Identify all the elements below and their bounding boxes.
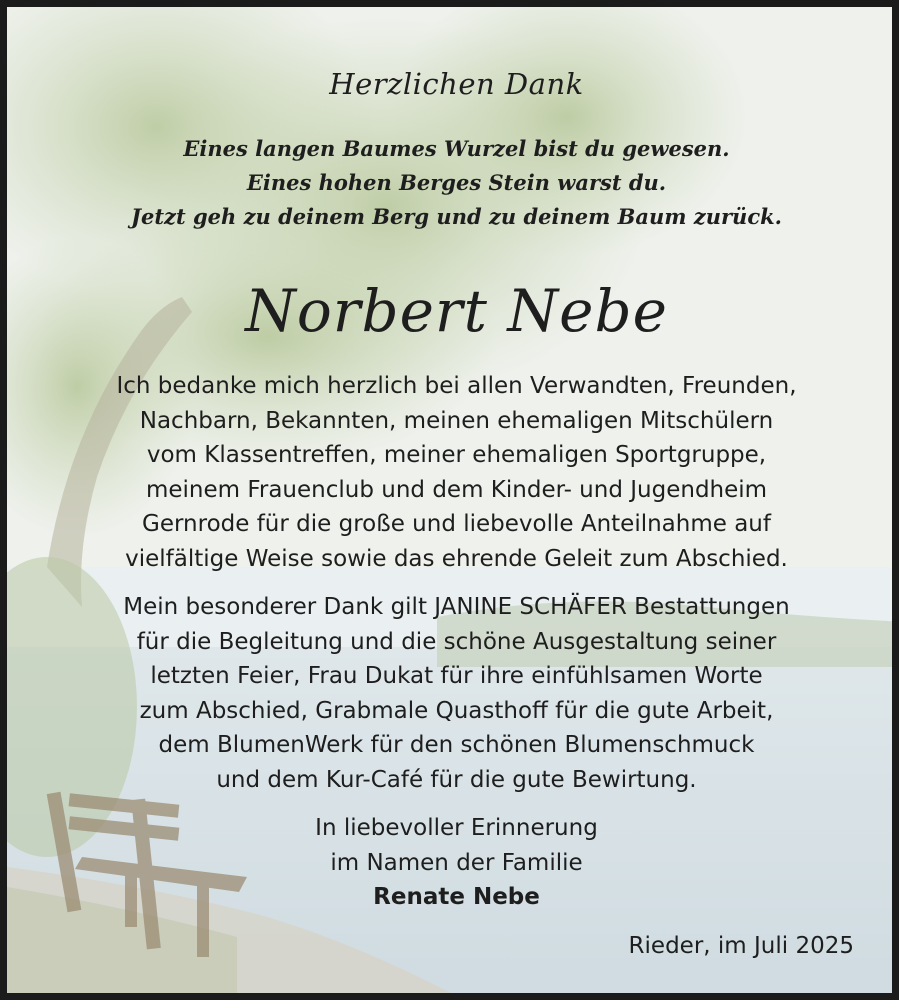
motto-line: Jetzt geh zu deinem Berg und zu deinem Baum zurück. bbox=[131, 204, 782, 229]
motto-verse bbox=[7, 132, 899, 234]
paragraph-line: Ich bedanke mich herzlich bei allen Verwandten, Freunden, bbox=[116, 373, 797, 399]
thanks-paragraph-1 bbox=[7, 369, 899, 576]
paragraph-line: Mein besonderer Dank gilt JANINE SCHÄFER Bestattungen bbox=[123, 594, 790, 620]
closing-line: In liebevoller Erinnerung bbox=[315, 815, 598, 841]
motto-line: Eines langen Baumes Wurzel bist du gewesen. bbox=[183, 136, 730, 161]
notice-content bbox=[7, 7, 899, 1000]
paragraph-line: dem BlumenWerk für den schönen Blumenschmuck bbox=[158, 732, 755, 758]
closing-line: im Namen der Familie bbox=[330, 849, 583, 876]
header-title: Herzlichen Dank bbox=[329, 67, 584, 101]
signer-name: Renate Nebe bbox=[373, 884, 540, 910]
paragraph-line: vom Klassentreffen, meiner ehemaligen Sportgruppe, bbox=[146, 442, 767, 468]
paragraph-line: für die Begleitung und die schöne Ausgestaltung seiner bbox=[136, 628, 777, 655]
deceased-name: Norbert Nebe bbox=[245, 277, 668, 345]
thanks-paragraph-2 bbox=[7, 590, 899, 797]
paragraph-line: letzten Feier, Frau Dukat für ihre einfühlsamen Worte bbox=[150, 663, 763, 689]
paragraph-line: und dem Kur-Café für die gute Bewirtung. bbox=[216, 766, 697, 793]
paragraph-line: Nachbarn, Bekannten, meinen ehemaligen Mitschülern bbox=[139, 407, 774, 434]
paragraph-line: vielfältige Weise sowie das ehrende Geleit zum Abschied. bbox=[125, 545, 788, 572]
motto-line: Eines hohen Berges Stein warst du. bbox=[246, 170, 667, 195]
paragraph-line: zum Abschied, Grabmale Quasthoff für die gute Arbeit, bbox=[139, 697, 774, 724]
paragraph-line: meinem Frauenclub und dem Kinder- und Jugendheim bbox=[145, 476, 768, 503]
place-date: Rieder, im Juli 2025 bbox=[628, 933, 854, 959]
paragraph-line: Gernrode für die große und liebevolle Anteilnahme auf bbox=[142, 511, 771, 537]
closing-block bbox=[7, 811, 899, 915]
